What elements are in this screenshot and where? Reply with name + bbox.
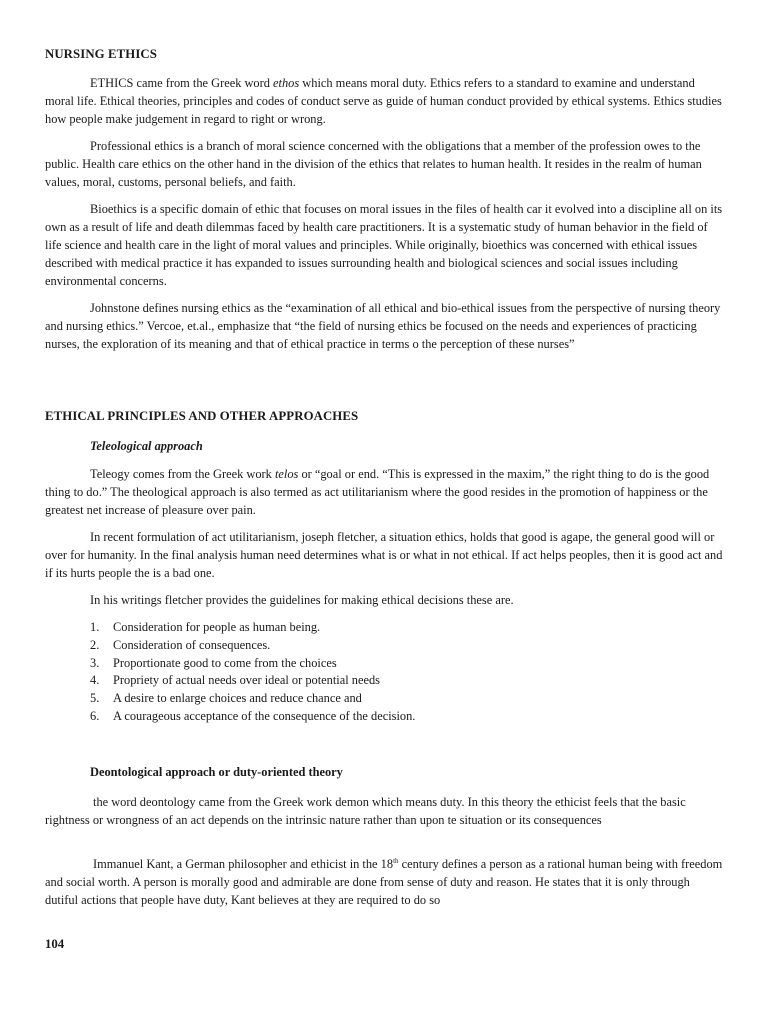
page-number: 104: [45, 937, 65, 951]
paragraph-fletcher-guidelines-intro: In his writings fletcher provides the guidelines for making ethical decisions these are.: [90, 593, 514, 607]
paragraph-kant: Immanuel Kant, a German philosopher and ethicist in the 18th century defines a person as a rational human being with freedom and social worth. A person is morally good and admirable are done from sense of duty and reason. He states that it is only through dutiful actions that people have duty, Kant believes at they are required to do so: [45, 857, 723, 907]
section-heading-nursing-ethics: NURSING ETHICS: [45, 47, 157, 61]
guidelines-list: [45, 618, 645, 725]
subheading-teleological: Teleological approach: [90, 439, 203, 453]
paragraph-deontology: the word deontology came from the Greek work demon which means duty. In this theory the ethicist feels that the basic rightness or wrongness of an act depends on the intrinsic nature rather than upon te situation or its consequences: [45, 795, 686, 827]
list-item: 1. Consideration for people as human being.: [90, 620, 321, 634]
paragraph-bioethics: Bioethics is a specific domain of ethic that focuses on moral issues in the files of health car it evolved into a discipline all on its own as a result of life and death dilemmas faced by health care practitioners. It is a systematic study of human behavior in the field of life science and health care in the light of moral values and principles. While originally, bioethics was concerned with ethical issues described with medical practice it has expanded to issues surrounding health and biological sciences and social issues including environmental concerns.: [45, 202, 723, 288]
term-ethos: ethos: [273, 76, 300, 90]
list-item: 3. Proportionate good to come from the choices: [90, 655, 337, 670]
paragraph-act-utilitarianism: In recent formulation of act utilitarianism, joseph fletcher, a situation ethics, holds that good is agape, the general good will or over for humanity. In the final analysis human need determines what is or what in not ethical. If act helps peoples, then it is good act and if its hurts people the is a bad one.: [45, 530, 723, 580]
paragraph-ethics-definition: ETHICS came from the Greek word ethos which means moral duty. Ethics refers to a standard to examine and understand moral life. Ethical theories, principles and codes of conduct serve as guide of human conduct provided by ethical systems. Ethics studies how people make judgement in regard to right or wrong.: [45, 76, 722, 126]
list-item: 6. A courageous acceptance of the consequence of the decision.: [90, 708, 416, 723]
subheading-deontological: Deontological approach or duty-oriented theory: [90, 765, 343, 779]
section-heading-ethical-principles: ETHICAL PRINCIPLES AND OTHER APPROACHES: [45, 409, 359, 423]
paragraph-johnstone: Johnstone defines nursing ethics as the “examination of all ethical and bio-ethical issues from the perspective of nursing theory and nursing ethics.” Vercoe, et.al., emphasize that “the field of nursing ethics be focused on the needs and experiences of practicing nurses, the exploration of its meaning and that of ethical practice in terms o the perception of these nurses”: [45, 301, 721, 351]
list-item: 2. Consideration of consequences.: [90, 637, 271, 652]
term-telos: telos: [274, 467, 299, 481]
paragraph-professional-ethics: Professional ethics is a branch of moral science concerned with the obligations that a member of the profession owes to the public. Health care ethics on the other hand in the division of the ethics that relates to human health. It resides in the realm of human values, moral, customs, personal beliefs, and faith.: [45, 139, 702, 189]
paragraph-teleology: Teleogy comes from the Greek work telos or “goal or end. “This is expressed in the maxim,” the right thing to do is the good thing to do.” The theological approach is also termed as act utilitarianism where the good resides in the promotion of happiness or the greatest net increase of pleasure over pain.: [45, 467, 710, 517]
list-item: 4. Propriety of actual needs over ideal or potential needs: [90, 673, 380, 688]
list-item: 5. A desire to enlarge choices and reduce chance and: [90, 691, 362, 706]
